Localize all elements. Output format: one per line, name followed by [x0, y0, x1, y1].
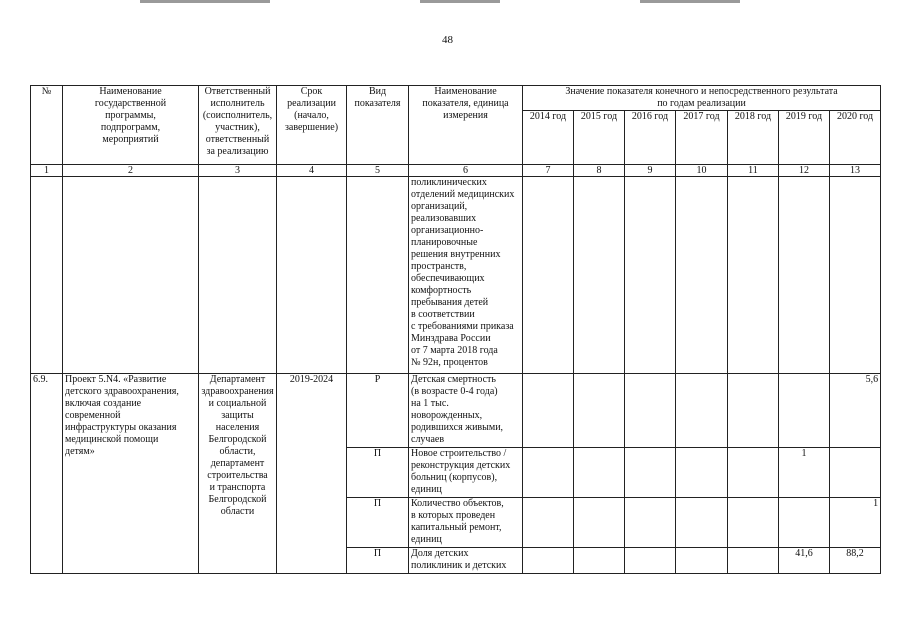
continuation-row [31, 177, 881, 374]
header-values-group: Значение показателя конечного и непосредственного результата по годам реализации [523, 86, 881, 111]
empty-cell [523, 177, 574, 374]
indicator-value [728, 548, 779, 574]
header-year: 2017 год [676, 111, 728, 165]
indicator-name: Новое строительство / реконструкция детских больниц (корпусов), единиц [409, 448, 523, 498]
empty-cell [574, 177, 625, 374]
column-number: 4 [277, 165, 347, 177]
column-number: 5 [347, 165, 409, 177]
item-number: 6.9. [31, 374, 63, 574]
indicator-type: П [347, 498, 409, 548]
indicator-value: 41,6 [779, 548, 830, 574]
empty-cell [347, 177, 409, 374]
column-number: 6 [409, 165, 523, 177]
scan-edge-left [140, 0, 270, 3]
empty-cell [199, 177, 277, 374]
empty-cell [625, 177, 676, 374]
indicator-value [676, 498, 728, 548]
indicator-value [625, 498, 676, 548]
indicator-value [625, 548, 676, 574]
column-number-row [31, 165, 881, 177]
empty-cell [63, 177, 199, 374]
indicator-value: 1 [779, 448, 830, 498]
indicator-value [523, 498, 574, 548]
indicator-value [830, 448, 881, 498]
empty-cell [830, 177, 881, 374]
header-year: 2020 год [830, 111, 881, 165]
indicator-name: Количество объектов, в которых проведен капитальный ремонт, единиц [409, 498, 523, 548]
indicator-value [523, 448, 574, 498]
item-program-name: Проект 5.N4. «Развитие детского здравоохранения, включая создание современной инфраструктуры оказания медицинской помощи детям» [63, 374, 199, 574]
table-header [31, 86, 881, 165]
indicator-value [625, 448, 676, 498]
header-year: 2019 год [779, 111, 830, 165]
column-number: 13 [830, 165, 881, 177]
column-number: 2 [63, 165, 199, 177]
column-number: 8 [574, 165, 625, 177]
header-period: Срок реализации (начало, завершение) [277, 86, 347, 165]
indicator-value [676, 448, 728, 498]
empty-cell [31, 177, 63, 374]
indicator-value: 5,6 [830, 374, 881, 448]
empty-cell [779, 177, 830, 374]
indicator-value [728, 374, 779, 448]
indicator-value [523, 374, 574, 448]
results-table [30, 85, 881, 574]
indicator-value [728, 498, 779, 548]
header-program-name: Наименование государственной программы, подпрограмм, мероприятий [63, 86, 199, 165]
indicator-value [728, 448, 779, 498]
indicator-value [574, 374, 625, 448]
header-responsible: Ответственный исполнитель (соисполнитель, участник), ответственный за реализацию [199, 86, 277, 165]
indicator-value [779, 374, 830, 448]
indicator-value: 1 [830, 498, 881, 548]
header-indicator-name: Наименование показателя, единица измерения [409, 86, 523, 165]
indicator-value [625, 374, 676, 448]
column-number: 12 [779, 165, 830, 177]
empty-cell [728, 177, 779, 374]
indicator-type: П [347, 448, 409, 498]
indicator-type: Р [347, 374, 409, 448]
header-year: 2015 год [574, 111, 625, 165]
indicator-value [676, 548, 728, 574]
scan-edge-middle [420, 0, 500, 3]
column-number: 9 [625, 165, 676, 177]
indicator-value: 88,2 [830, 548, 881, 574]
indicator-value [574, 448, 625, 498]
column-number: 10 [676, 165, 728, 177]
indicator-value [574, 498, 625, 548]
scan-edge-right [640, 0, 740, 3]
header-year: 2014 год [523, 111, 574, 165]
indicator-name: Доля детских поликлиник и детских [409, 548, 523, 574]
column-number: 7 [523, 165, 574, 177]
column-number: 3 [199, 165, 277, 177]
empty-cell [676, 177, 728, 374]
empty-cell [277, 177, 347, 374]
header-indicator-type: Вид показателя [347, 86, 409, 165]
page-number: 48 [442, 34, 453, 46]
header-year: 2018 год [728, 111, 779, 165]
indicator-value [523, 548, 574, 574]
item-period: 2019-2024 [277, 374, 347, 574]
indicator-value [574, 548, 625, 574]
continued-indicator-name: поликлинических отделений медицинских организаций, реализовавших организационно- планировочные решения внутренних пространств, обеспечивающих комфортность пребывания детей в соответствии с требованиями приказа Минздрава России от 7 марта 2018 года № 92н, процентов [409, 177, 523, 374]
table-row [31, 374, 881, 448]
item-responsible: Департамент здравоохранения и социальной защиты населения Белгородской области, департамент строительства и транспорта Белгородской области [199, 374, 277, 574]
indicator-type: П [347, 548, 409, 574]
indicator-name: Детская смертность (в возрасте 0-4 года) на 1 тыс. новорожденных, родившихся живыми, случаев [409, 374, 523, 448]
indicator-value [676, 374, 728, 448]
column-number: 1 [31, 165, 63, 177]
indicator-value [779, 498, 830, 548]
header-year: 2016 год [625, 111, 676, 165]
column-number: 11 [728, 165, 779, 177]
header-no: № [31, 86, 63, 165]
